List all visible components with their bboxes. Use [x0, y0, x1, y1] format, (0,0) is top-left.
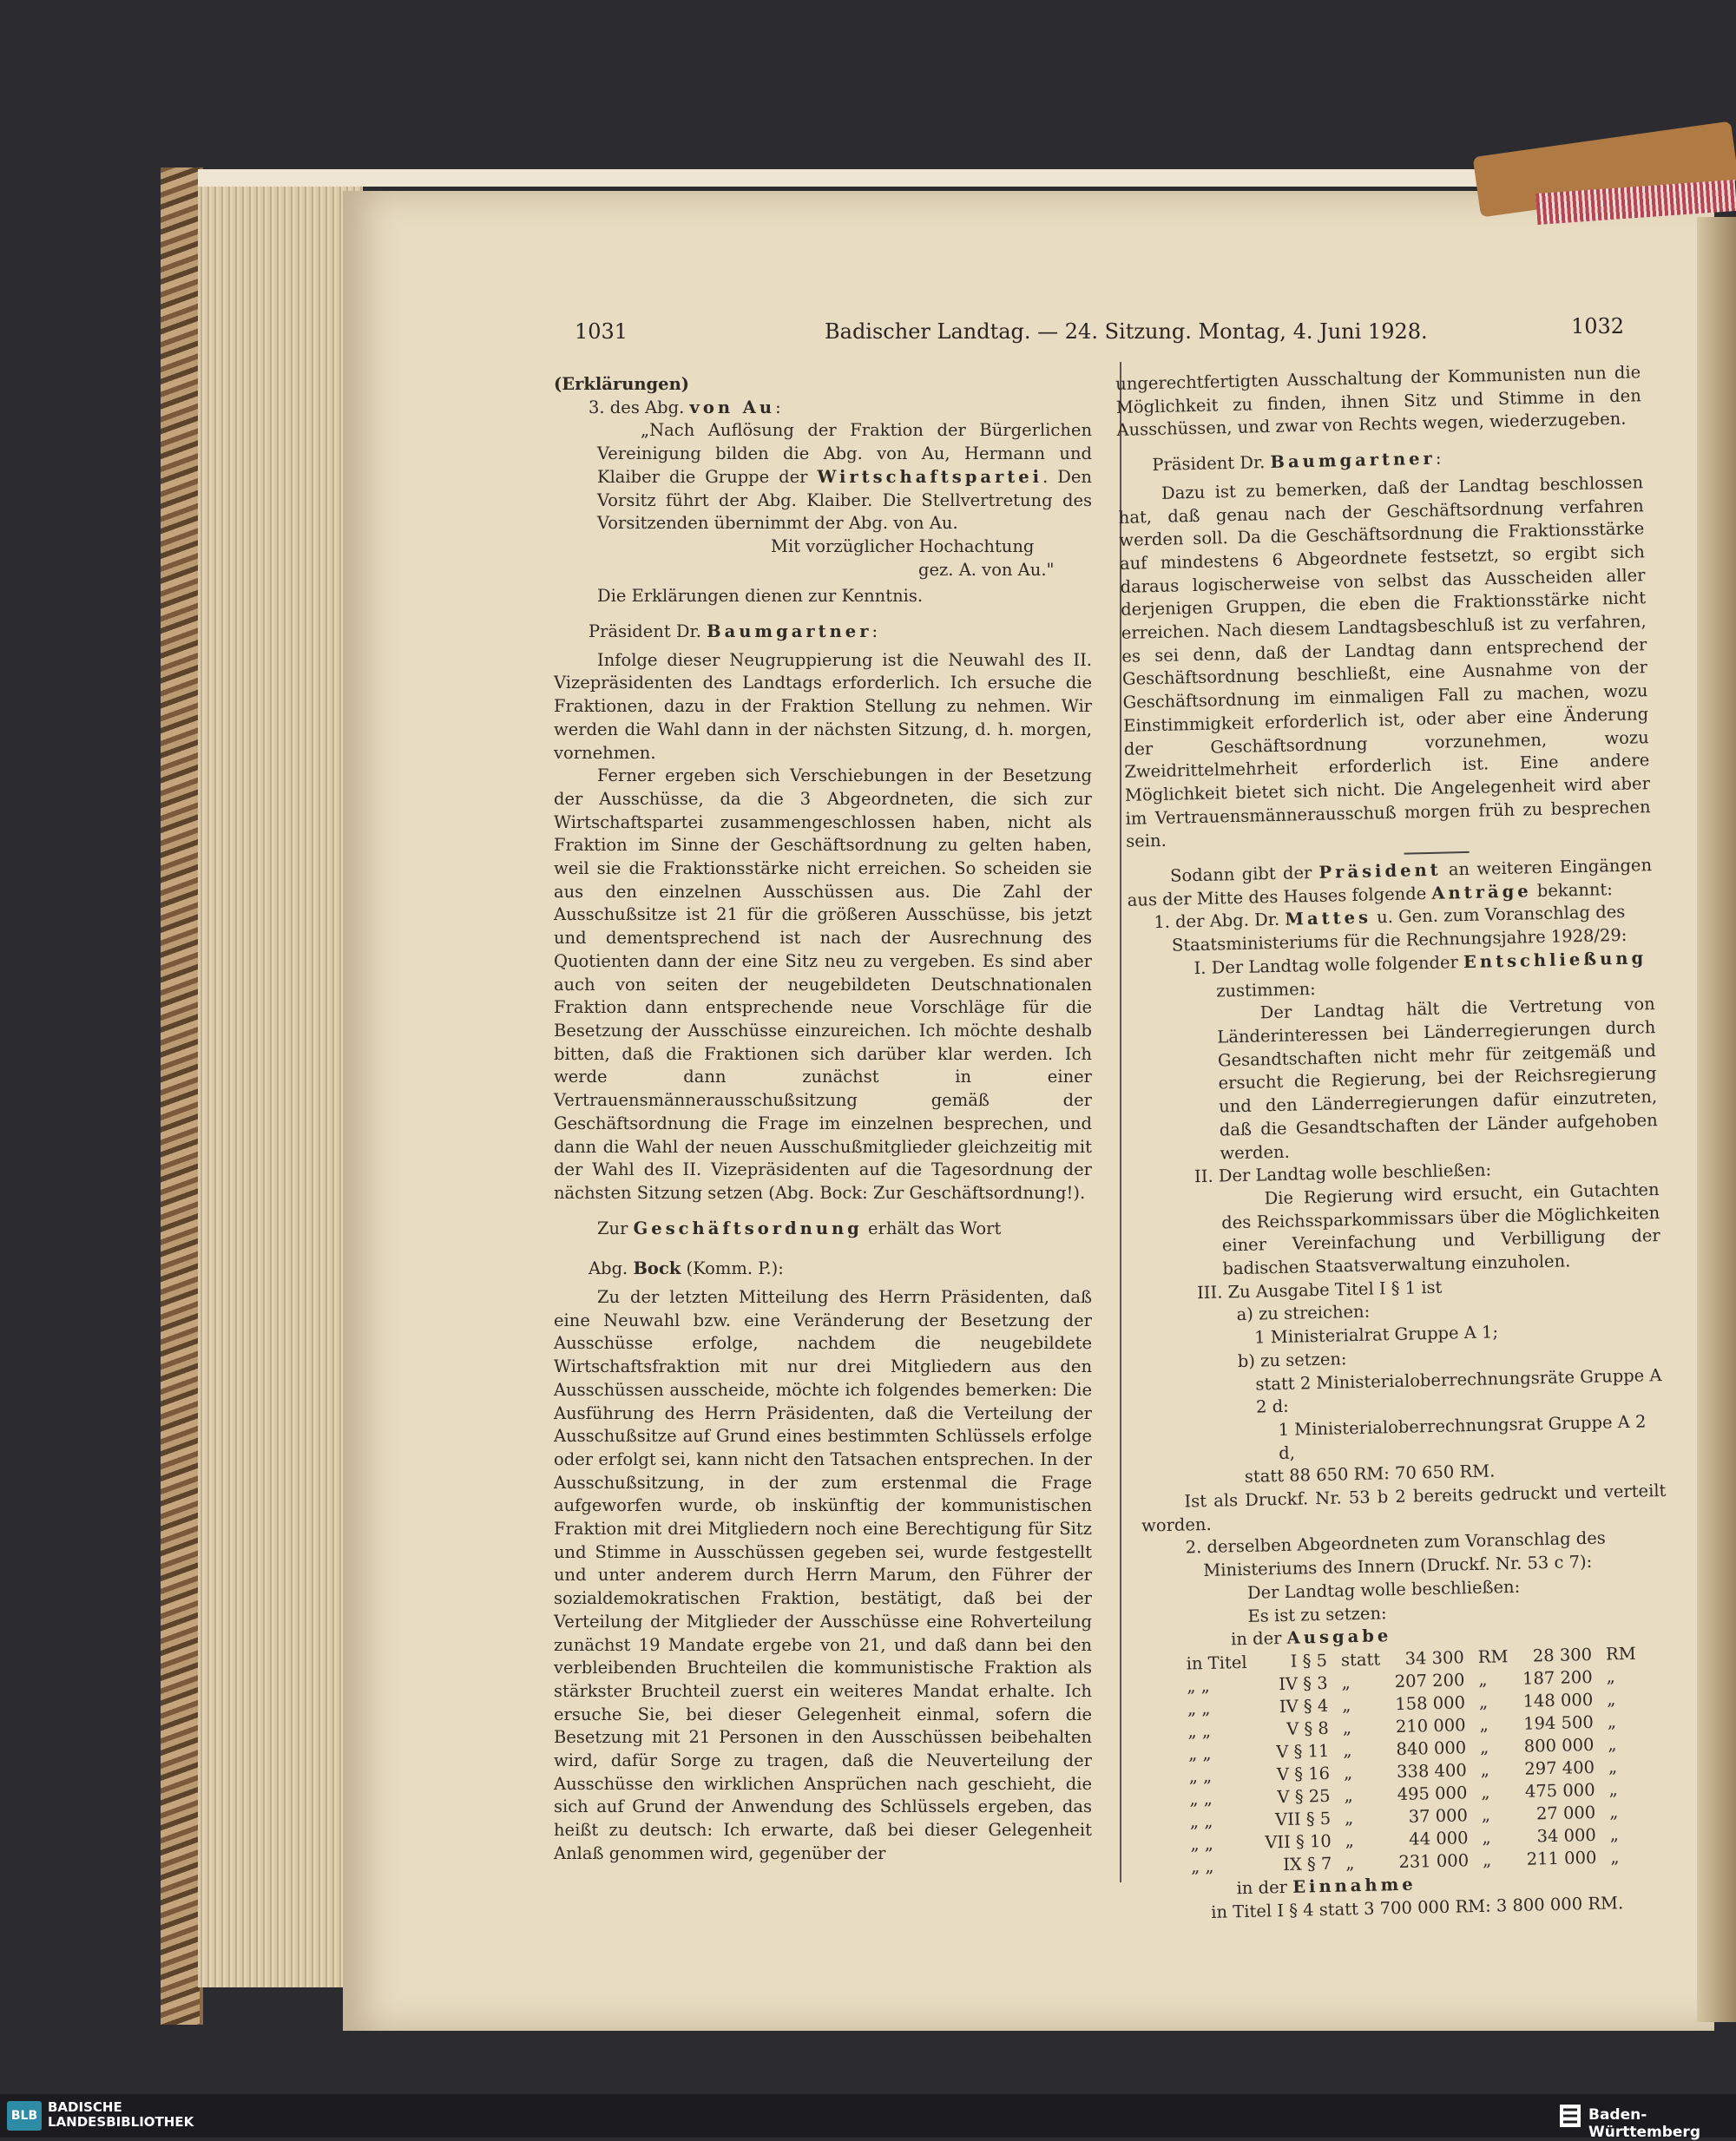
expenditure-cell-unit2: RM [1605, 1643, 1636, 1665]
expenditure-cell-pre: „ „ [1187, 1675, 1211, 1697]
running-title: Badischer Landtag. — 24. Sitzung. Montag, 4. Juni 1928. [825, 319, 1428, 344]
expenditure-cell-old: 34 300 [1404, 1647, 1465, 1669]
expenditure-cell-old: 207 200 [1394, 1670, 1465, 1692]
expenditure-cell-unit2: „ [1606, 1689, 1616, 1710]
expenditure-cell-unit2: „ [1608, 1779, 1618, 1800]
motion-2-revenue-label: in der Einnahme [1236, 1874, 1417, 1899]
speaker-heading-president-2: Präsident Dr. Baumgartner: [1152, 448, 1442, 476]
motion-1-III-b1: statt 2 Ministerialoberrechnungsräte Gruppe A 2 d: [1255, 1364, 1662, 1417]
expenditure-cell-sec: V § 11 [1276, 1740, 1330, 1763]
president-paragraph-1: Infolge dieser Neugruppierung ist die Neuwahl des II. Vizepräsidenten des Landtags erforderlich. Ich ersuche die Fraktionen, dazu in der Fraktion Stellung zu nehmen. Wir werden die Wahl dann in der nächsten Sitzung, d. h. morgen, vornehmen. [554, 649, 1092, 763]
motion-2-set: Es ist zu setzen: [1247, 1602, 1387, 1626]
expenditure-cell-pre: „ „ [1190, 1833, 1214, 1855]
declaration-closing: Mit vorzüglicher Hochachtung [771, 535, 1035, 556]
expenditure-cell-statt: „ [1342, 1717, 1352, 1738]
expenditure-cell-unit1: RM [1477, 1646, 1509, 1667]
right-page-number: 1032 [1571, 314, 1625, 338]
expenditure-cell-pre: „ „ [1187, 1720, 1212, 1742]
expenditure-cell-unit2: „ [1608, 1802, 1619, 1822]
expenditure-cell-unit1: „ [1479, 1714, 1489, 1735]
declaration-quote: „Nach Auflösung der Fraktion der Bürgerlichen Vereinigung bilden die Abg. von Au, Hermann und Klaiber die Gruppe der Wirtschaftspartei. Den Vorsitz führt der Abg. Klaiber. Die Stellvertretung des Vorsitzenden übernimmt der Abg. von Au. [597, 420, 1092, 534]
expenditure-cell-sec: V § 25 [1277, 1785, 1331, 1808]
expenditure-cell-unit1: „ [1478, 1669, 1488, 1690]
page-gutter [1697, 217, 1736, 2022]
motion-2-resolve: Der Landtag wolle beschließen: [1246, 1576, 1521, 1603]
expenditure-cell-new: 297 400 [1524, 1757, 1595, 1779]
motion-1-part-III: III. Zu Ausgabe Titel I § 1 ist [1196, 1277, 1443, 1303]
expenditure-cell-sec: IV § 3 [1279, 1672, 1328, 1695]
motion-1-part-II-text: Die Regierung wird ersucht, ein Gutachten des Reichssparkommissars über die Möglichkeiten einer Vereinfachung und Verbilligung der badischen Staatsverwaltung einzuholen. [1220, 1179, 1660, 1279]
expenditure-cell-unit1: „ [1479, 1737, 1489, 1757]
expenditure-cell-old: 44 000 [1409, 1828, 1469, 1849]
expenditure-cell-new: 211 000 [1526, 1847, 1597, 1869]
expenditure-cell-statt: statt [1340, 1649, 1381, 1671]
declaration-signature: gez. A. von Au." [918, 559, 1055, 580]
expenditure-cell-pre: „ „ [1190, 1855, 1214, 1877]
bw-name: Baden-Württemberg [1588, 2106, 1700, 2141]
expenditure-cell-unit2: „ [1608, 1734, 1617, 1755]
expenditure-cell-pre: „ „ [1187, 1698, 1211, 1719]
expenditure-cell-old: 338 400 [1396, 1760, 1467, 1783]
expenditure-cell-pre: „ „ [1187, 1743, 1212, 1764]
expenditure-cell-new: 34 000 [1536, 1824, 1597, 1847]
president-paragraph-2: Ferner ergeben sich Verschiebungen in der Besetzung der Ausschüsse, da die 3 Abgeordneten, die sich zur Wirtschaftspartei zusammengeschlossen haben, nicht als Fraktion im Sinne der Geschäftsordnung zu gelten haben, weil sie die Fraktionsstärke nicht erreichen. So scheiden sie aus den einzelnen Ausschüssen aus. Die Zahl der Ausschußsitze ist 21 für die größeren Ausschüsse, bis jetzt und dementsprechend ist nach der Ausrechnung des Quotienten dann der eine Sitz neu zu vergeben. Es sind aber auch von seiten der neugebildeten Deutschnationalen Fraktion dann entsprechende neue Vorschläge für die Besetzung der Ausschüsse einzureichen. Ich möchte deshalb bitten, daß die Fraktionen sich darüber klar werden. Ich werde dann zunächst in einer Vertrauensmännerausschußsitzung gemäß der Geschäftsordnung die Frage im einzelnen besprechen, und dann die Wahl der neuen Ausschußmitglieder gleichzeitig mit der Wahl des II. Vizepräsidenten auf die Tagesordnung der nächsten Sitzung setzen (Abg. Bock: Zur Geschäftsordnung!). [554, 765, 1092, 1203]
expenditure-cell-old: 37 000 [1408, 1805, 1469, 1827]
blb-name: BADISCHE LANDESBIBLIOTHEK [48, 2099, 194, 2130]
motion-2-revenue-line: in Titel I § 4 statt 3 700 000 RM: 3 800 000 RM. [1210, 1892, 1624, 1922]
expenditure-cell-pre: in Titel [1186, 1652, 1247, 1674]
expenditure-cell-statt: „ [1341, 1695, 1351, 1716]
expenditure-cell-new: 475 000 [1524, 1779, 1595, 1802]
speaker-heading-president: Präsident Dr. Baumgartner: [589, 621, 878, 642]
expenditure-cell-old: 158 000 [1395, 1692, 1466, 1715]
expenditure-cell-statt: „ [1343, 1740, 1352, 1761]
motions-intro: Sodann gibt der Präsident an weiteren Eingängen aus der Mitte des Hauses folgende Anträge bekannt: [1127, 855, 1653, 910]
expenditure-cell-new: 187 200 [1522, 1666, 1593, 1689]
expenditure-cell-old: 231 000 [1398, 1850, 1470, 1873]
expenditure-cell-sec: V § 8 [1286, 1717, 1330, 1739]
bock-paragraph: Zu der letzten Mitteilung des Herrn Präsidenten, daß eine Neuwahl bzw. eine Veränderung der Besetzung der Ausschüsse erfolge, nachdem die neugebildete Wirtschaftsfraktion mit nur drei Mitgliedern aus den Ausschüssen ausscheide, möchte ich folgendes bemerken: Die Ausführung des Herrn Präsidenten, daß die Verteilung der Ausschußsitze auf Grund eines bestimmten Schlüssels erfolge oder erfolgt sei, kann nicht den Tatsachen entsprechen. In der Ausschußsitzung, in der zum erstenmal die Frage aufgeworfen wurde, ob inskünftig der kommunistischen Fraktion mit drei Mitgliedern noch eine Berechtigung für Sitz und Stimme in Ausschüssen gegeben sei, wurde festgestellt und unter anderem durch Herrn Marum, den Führer der sozialdemokratischen Fraktion, bestätigt, daß bei der Verteilung der Mitglieder der Ausschüsse eine Rohverteilung zunächst 19 Mandate ergebe von 21, und daß dann bei den verbleibenden Bruchteilen die kommunistische Fraktion als stärkster Bruchteil zuerst ein weiteres Mandat erhalte. Ich ersuche Sie, bei dieser Gelegenheit einmal, sofern die Besetzung mit 21 Personen in den Ausschüssen beibehalten wird, dafür Sorge zu tragen, daß die Neuverteilung der Ausschüsse den wirklichen Ansprüchen nach geschieht, die sich auf Grund der Anwendung des Schlüssels ergeben, das heißt zu deutsch: Ich erwarte, daß bei dieser Gelegenheit Anlaß genommen wird, gegenüber der [554, 1287, 1092, 1863]
left-column [554, 373, 1092, 1866]
expenditure-cell-unit1: „ [1478, 1691, 1489, 1712]
motion-2: 2. derselben Abgeordneten zum Voranschlag des Ministeriums des Innern (Druckf. Nr. 53 c 7): [1185, 1527, 1607, 1581]
declaration-intro: 3. des Abg. von Au: [589, 397, 781, 417]
left-page-number: 1031 [575, 319, 628, 344]
expenditure-cell-pre: „ „ [1189, 1788, 1213, 1809]
expenditure-cell-unit2: „ [1609, 1824, 1620, 1845]
expenditure-cell-new: 27 000 [1535, 1802, 1596, 1824]
section-separator [1404, 851, 1470, 855]
bw-lions-icon [1558, 2103, 1582, 2129]
motion-1-III-b3: statt 88 650 RM: 70 650 RM. [1244, 1461, 1496, 1488]
expenditure-cell-unit2: „ [1610, 1847, 1620, 1868]
expenditure-cell-new: 28 300 [1532, 1644, 1593, 1666]
motion-1: 1. der Abg. Dr. Mattes u. Gen. zum Voranschlag des Staatsministeriums für die Rechnungsjahre 1928/29: [1154, 902, 1628, 956]
motion-1-III-a: a) zu streichen: [1236, 1302, 1371, 1325]
motion-1-III-b2: 1 Ministerialoberrechnungsrat Gruppe A 2 d, [1278, 1411, 1647, 1463]
expenditure-cell-unit1: „ [1481, 1804, 1491, 1825]
motion-1-printed-note: Ist als Druckf. Nr. 53 b 2 bereits gedruckt und verteilt worden. [1141, 1480, 1667, 1536]
expenditure-cell-unit1: „ [1481, 1782, 1490, 1803]
motion-1-part-I: I. Der Landtag wolle folgender Entschließung zustimmen: [1194, 948, 1647, 1002]
expenditure-cell-pre: „ „ [1189, 1810, 1213, 1832]
book-cover-edge [161, 167, 203, 2025]
blb-logo: BLB [7, 2101, 42, 2131]
motion-1-part-II: II. Der Landtag wolle beschließen: [1194, 1159, 1492, 1187]
expenditure-cell-statt: „ [1344, 1808, 1354, 1829]
expenditure-cell-sec: V § 16 [1276, 1763, 1331, 1785]
right-column [1115, 361, 1675, 1926]
section-label: (Erklärungen) [554, 374, 689, 394]
expenditure-cell-old: 840 000 [1396, 1737, 1467, 1760]
motion-2-expenditure-label: in der Ausgabe [1230, 1625, 1392, 1650]
expenditure-cell-sec: IX § 7 [1282, 1853, 1332, 1875]
expenditure-cell-sec: VII § 10 [1265, 1830, 1332, 1853]
expenditure-cell-unit2: „ [1607, 1711, 1617, 1732]
expenditure-cell-unit1: „ [1482, 1827, 1491, 1848]
speaker-heading-bock: Abg. Bock (Komm. P.): [589, 1258, 784, 1279]
expenditure-cell-statt: „ [1341, 1672, 1351, 1693]
continued-paragraph: ungerechtfertigten Ausschaltung der Kommunisten nun die Möglichkeit zu finden, ihnen Sitz und Stimme in den Ausschüssen, und zwar von Rechts wegen, wiederzugeben. [1115, 362, 1641, 441]
expenditure-cell-new: 148 000 [1522, 1689, 1594, 1711]
expenditure-cell-statt: „ [1345, 1830, 1355, 1851]
expenditure-table [1179, 1643, 1647, 1879]
expenditure-cell-statt: „ [1344, 1785, 1353, 1806]
footer-bar [0, 2094, 1736, 2141]
expenditure-cell-unit2: „ [1608, 1757, 1618, 1777]
expenditure-cell-unit1: „ [1480, 1759, 1490, 1780]
expenditure-cell-sec: I § 5 [1290, 1650, 1328, 1671]
expenditure-cell-old: 495 000 [1397, 1783, 1468, 1805]
rules-of-procedure-line: Zur Geschäftsordnung erhält das Wort [597, 1218, 1002, 1238]
president-reply: Dazu ist zu bemerken, daß der Landtag beschlossen hat, daß genau nach der Geschäftsordnung verfahren werden soll. Da die Geschäftsordnung die Fraktionsstärke auf mindestens 6 Abgeordnete festsetzt, so ergibt sich daraus logischerweise von selbst das Ausscheiden aller derjenigen Gruppen, die eben die Fraktionsstärke nicht erreichen. Nach diesem Landtagsbeschluß ist zu verfahren, es sei denn, daß der Landtag dann entsprechend der Geschäftsordnung beschließt, eine Ausnahme von der Geschäftsordnung im einmaligen Fall zu machen, wozu Einstimmigkeit erforderlich ist, oder aber eine Änderung der Geschäftsordnung vorzunehmen, wozu Zweidrittelmehrheit erforderlich ist. Eine andere Möglichkeit bietet sich nicht. Die Angelegenheit wird aber im Vertrauensmännerausschuß morgen früh zu besprechen sein. [1118, 472, 1651, 852]
expenditure-cell-old: 210 000 [1395, 1715, 1466, 1737]
expenditure-cell-unit1: „ [1482, 1849, 1492, 1870]
motion-1-part-I-text: Der Landtag hält die Vertretung von Länderinteressen bei Länderregierungen durch Gesandtschaften nicht mehr für zeitgemäß und ersucht die Regierung, bei der Reichsregierung und den Länderregierungen dafür einzutreten, daß die Gesandtschaften der Länder aufgehoben werden. [1217, 994, 1658, 1163]
expenditure-cell-statt: „ [1345, 1853, 1355, 1874]
expenditure-cell-sec: IV § 4 [1279, 1695, 1329, 1717]
motion-1-III-a1: 1 Ministerialrat Gruppe A 1; [1253, 1322, 1499, 1348]
expenditure-cell-pre: „ „ [1188, 1765, 1213, 1787]
expenditure-cell-statt: „ [1343, 1763, 1353, 1783]
expenditure-cell-unit2: „ [1606, 1666, 1615, 1687]
declarations-noted: Die Erklärungen dienen zur Kenntnis. [597, 586, 924, 607]
motion-1-III-b: b) zu setzen: [1237, 1349, 1347, 1371]
page-stack-edge [198, 182, 363, 1987]
expenditure-cell-new: 194 500 [1522, 1711, 1595, 1734]
expenditure-cell-sec: VII § 5 [1274, 1808, 1332, 1830]
expenditure-cell-new: 800 000 [1523, 1734, 1595, 1757]
